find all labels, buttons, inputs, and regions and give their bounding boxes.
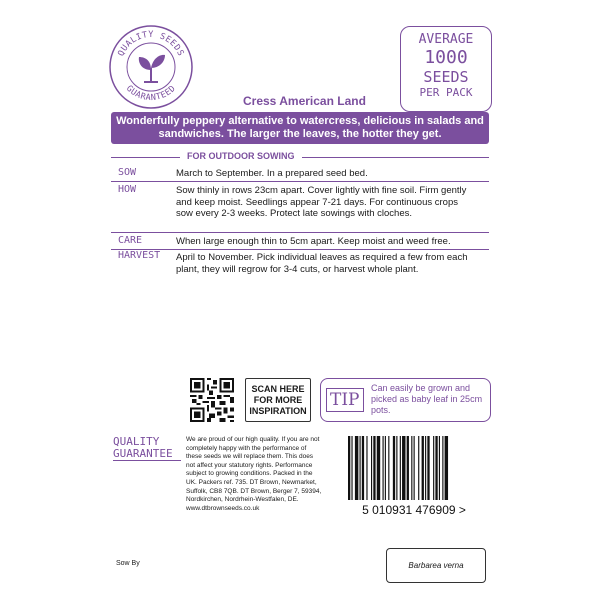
- guarantee-label: GUARANTEE: [113, 447, 173, 460]
- row-divider: [111, 181, 489, 182]
- sow-by-label: Sow By: [116, 560, 140, 567]
- sow-label: SOW: [118, 167, 137, 178]
- quality-divider: [113, 460, 181, 461]
- care-text: When large enough thin to 5cm apart. Keep moist and weed free.: [176, 236, 451, 247]
- svg-text:QUALITY SEEDS: QUALITY SEEDS: [116, 30, 186, 58]
- section-label: FOR OUTDOOR SOWING: [180, 151, 302, 161]
- seeds-label: SEEDS: [423, 68, 469, 86]
- sow-text: March to September. In a prepared seed bed.: [176, 168, 368, 179]
- harvest-label: HARVEST: [118, 250, 161, 261]
- seed-count: 1000: [424, 47, 468, 68]
- average-label: AVERAGE: [418, 32, 474, 47]
- row-divider: [111, 232, 489, 233]
- qr-code[interactable]: [190, 378, 234, 422]
- scan-line-1: SCAN HERE: [251, 384, 305, 394]
- tip-label: TIP: [326, 388, 364, 412]
- barcode-bars: [348, 436, 448, 500]
- row-divider: [111, 249, 489, 250]
- how-label: HOW: [118, 184, 137, 195]
- description-banner: Wonderfully peppery alternative to watercress, delicious in salads and sandwiches. The larger the leaves, the hotter they get.: [111, 112, 489, 144]
- scan-line-3: INSPIRATION: [249, 406, 307, 416]
- seedling-icon: [139, 55, 165, 82]
- quality-label: QUALITY: [113, 435, 160, 448]
- scan-line-2: FOR MORE: [253, 395, 303, 405]
- scan-here-box: [245, 378, 311, 422]
- harvest-text: April to November. Pick individual leaves as required a few from each plant, they will regrow for 3-4 cuts, or harvest whole plant.: [176, 252, 468, 275]
- care-label: CARE: [118, 235, 143, 246]
- quality-seeds-logo: [108, 24, 194, 110]
- quality-guarantee-text: We are proud of our high quality. If you are not completely happy with the performance of these seeds we will replace them. This does not affect your statutory rights. Performance subject to growing conditions. Packed in the UK. Packers ref. 735. DT Brown, Newmarket, Suffolk, CB8 7QB. DT Brown, Berger 7, 59394, Nordkirchen, Nordrhein-Westfalen, DE. www.dtbrownseeds.co.uk: [186, 436, 322, 512]
- per-pack-label: PER PACK: [419, 86, 473, 99]
- barcode: [338, 434, 490, 518]
- barcode-digits: 5 010931 476909 >: [362, 503, 466, 517]
- svg-text:GUARANTEED: GUARANTEED: [123, 83, 179, 104]
- seed-count-badge: [400, 26, 492, 112]
- latin-name-box: Barbarea verna: [386, 548, 486, 583]
- quality-guarantee-heading: [113, 436, 173, 460]
- product-title: Cress American Land: [243, 94, 366, 108]
- how-text: Sow thinly in rows 23cm apart. Cover lightly with fine soil. Firm gently and keep moist. Seedlings appear 7-21 days. For continuous crops sow every 2-3 weeks. Protect late sowings with cloches.: [176, 185, 467, 219]
- tip-text: Can easily be grown and picked as baby leaf in 25cm pots.: [371, 383, 483, 415]
